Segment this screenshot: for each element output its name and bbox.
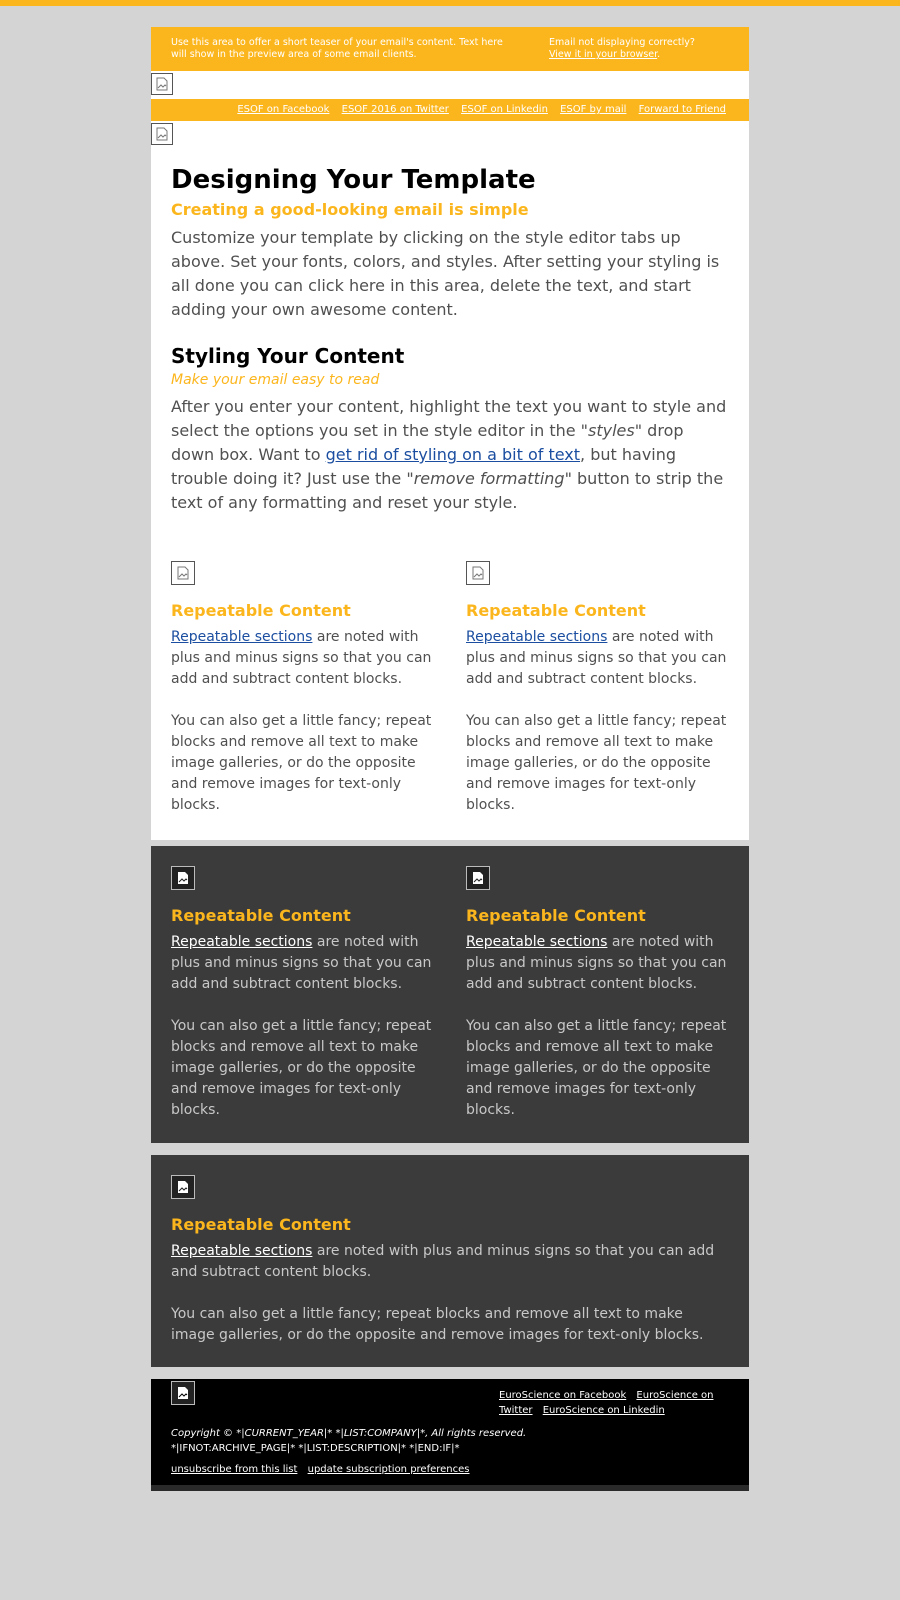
footer-link-linkedin[interactable]: EuroScience on Linkedin [542,1405,665,1416]
copyright-text: Copyright © *|CURRENT_YEAR|* *|LIST:COMPANY|*, All rights reserved. [171,1428,527,1439]
social-links-bar [151,99,749,121]
social-link-mail[interactable]: ESOF by mail [560,104,627,115]
white-repeatable-row [171,515,729,816]
main-content [151,121,749,840]
repeatable-text: Repeatable sections are noted with plus and minus signs so that you can add and subtract content blocks. You can also get a little fancy; repeat blocks and remove all text to make image galleries, or do the opposite and remove images for text-only blocks. [171,1243,715,1343]
top-accent-bar [0,0,900,6]
page-subtitle: Creating a good-looking email is simple [171,200,529,219]
repeatable-title: Repeatable Content [171,601,351,620]
broken-image-icon [176,1180,190,1194]
repeatable-block [171,561,434,816]
repeatable-block [171,866,434,1121]
block-image-placeholder [466,866,490,890]
block-image-placeholder [171,561,195,585]
repeatable-text: Repeatable sections are noted with plus and minus signs so that you can add and subtract content blocks. You can also get a little fancy; repeat blocks and remove all text to make image galleries, or do the opposite and remove images for text-only blocks. [171,934,432,1118]
footer-social-links [499,1381,729,1418]
broken-image-icon [155,77,169,91]
not-displaying-text: Email not displaying correctly? [549,37,695,48]
body-image-placeholder [151,123,173,145]
block-image-placeholder [466,561,490,585]
repeatable-sections-link[interactable]: Repeatable sections [466,934,608,950]
repeatable-block [466,866,729,1121]
footer-bottom-strip [151,1485,749,1491]
repeatable-text: Repeatable sections are noted with plus and minus signs so that you can add and subtract content blocks. You can also get a little fancy; repeat blocks and remove all text to make image galleries, or do the opposite and remove images for text-only blocks. [466,629,727,813]
footer-link-twitter[interactable]: EuroScience on Twitter [499,1390,714,1416]
broken-image-icon [176,566,190,580]
repeatable-sections-link[interactable]: Repeatable sections [171,934,313,950]
header-image-strip [151,71,749,99]
repeatable-sections-link[interactable]: Repeatable sections [466,629,608,645]
repeatable-sections-link[interactable]: Repeatable sections [171,1243,313,1259]
social-link-facebook[interactable]: ESOF on Facebook [237,104,330,115]
page-title: Designing Your Template [171,165,536,195]
remove-styling-link[interactable]: get rid of styling on a bit of text [325,445,581,464]
broken-image-icon [155,127,169,141]
intro-paragraph: Customize your template by clicking on the style editor tabs up above. Set your fonts, colors, and styles. After setting your styling is all done you can click here in this area, delete the text, and start adding your own awesome content. [171,228,720,319]
unsubscribe-link[interactable]: unsubscribe from this list [171,1464,298,1475]
repeatable-sections-link[interactable]: Repeatable sections [171,629,313,645]
view-in-browser-block: Email not displaying correctly? View it in your browser. [549,37,729,71]
repeatable-title: Repeatable Content [171,906,351,925]
footer-logo-placeholder [171,1381,195,1405]
social-link-twitter[interactable]: ESOF 2016 on Twitter [341,104,449,115]
dark-repeatable-row [151,846,749,1143]
repeatable-title: Repeatable Content [466,601,646,620]
repeatable-title: Repeatable Content [466,906,646,925]
preheader [151,27,749,71]
social-link-linkedin[interactable]: ESOF on Linkedin [461,104,548,115]
footer-link-facebook[interactable]: EuroScience on Facebook [499,1390,627,1401]
section-subheading: Make your email easy to read [171,372,380,388]
block-image-placeholder [171,866,195,890]
update-preferences-link[interactable]: update subscription preferences [307,1464,470,1475]
footer-subscription-links [171,1462,729,1477]
block-image-placeholder [171,1175,195,1199]
repeatable-title: Repeatable Content [171,1215,351,1234]
archive-merge-tag: *|IFNOT:ARCHIVE_PAGE|* *|LIST:DESCRIPTION|* *|END:IF|* [171,1443,460,1454]
repeatable-text: Repeatable sections are noted with plus and minus signs so that you can add and subtract content blocks. You can also get a little fancy; repeat blocks and remove all text to make image galleries, or do the opposite and remove images for text-only blocks. [466,934,727,1118]
header-image-placeholder [151,73,173,95]
broken-image-icon [471,566,485,580]
repeatable-block [466,561,729,816]
dark-repeatable-full [151,1155,749,1367]
styling-paragraph: After you enter your content, highlight the text you want to style and select the options you set in the style editor in the "styles" drop down box. Want to get rid of styling on a bit of text, but having trouble doing it? Just use the "remove formatting" button to strip the text of any formatting and reset your style. [171,397,727,512]
email-container [151,27,749,1491]
repeatable-text: Repeatable sections are noted with plus and minus signs so that you can add and subtract content blocks. You can also get a little fancy; repeat blocks and remove all text to make image galleries, or do the opposite and remove images for text-only blocks. [171,629,432,813]
preheader-teaser: Use this area to offer a short teaser of your email's content. Text here will show in the preview area of some email clients. [171,37,503,60]
forward-to-friend-link[interactable]: Forward to Friend [638,104,726,115]
view-in-browser-link[interactable]: View it in your browser [549,49,658,60]
footer [151,1379,749,1485]
broken-image-icon [176,871,190,885]
section-heading: Styling Your Content [171,344,405,368]
broken-image-icon [471,871,485,885]
broken-image-icon [176,1386,190,1400]
